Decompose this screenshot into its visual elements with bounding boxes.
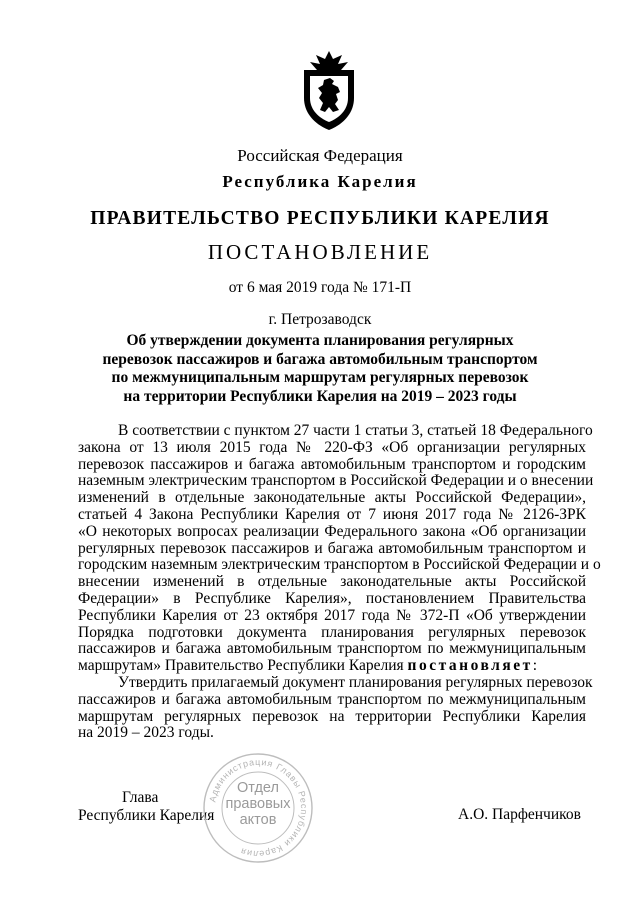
body-line: внесении изменений в отдельные законодательные акты Российской (78, 573, 586, 591)
body-line: Утвердить прилагаемый документ планирования регулярных перевозок (118, 673, 593, 691)
stamp-line: актов (239, 812, 277, 828)
body-line: Республики Карелия от 23 октября 2017 года № 372-П «Об утверждении (78, 606, 586, 624)
document-body (78, 422, 601, 742)
stamp-ring-text: Администрация Главы Республики Карелия (207, 756, 310, 860)
country-name: Российская Федерация (237, 146, 403, 165)
body-line: пассажиров и багажа автомобильным транспортом по межмуниципальным (78, 690, 586, 708)
body-line: Федерации» в Республике Карелия», постановлением Правительства (78, 589, 586, 607)
body-line: на 2019 – 2023 годы. (78, 724, 214, 742)
body-line: статьей 4 Закона Республики Карелия от 7 июня 2017 года № 2126-ЗРК (78, 505, 586, 523)
body-line-decision (78, 658, 586, 675)
signatory-position-line: Республики Карелия (78, 807, 215, 824)
body-line: закона от 13 июля 2015 года № 220-ФЗ «Об организации регулярных (78, 438, 586, 456)
body-line: изменений в отдельные законодательные акты Российской Федерации», (78, 489, 586, 507)
republic-name: Республика Карелия (222, 172, 418, 191)
document-title (0, 332, 640, 406)
body-line: регулярных перевозок пассажиров и багажа автомобильным транспортом и (78, 539, 586, 557)
decision-colon: : (532, 657, 538, 675)
stamp-line: Отдел (237, 780, 279, 796)
government-name: ПРАВИТЕЛЬСТВО РЕСПУБЛИКИ КАРЕЛИЯ (90, 208, 550, 229)
body-line: городским наземным электрическим транспортом в Российской Федерации и о (78, 556, 601, 574)
karelia-coat-of-arms-emblem (298, 50, 360, 132)
body-line: Порядка подготовки документа планирования регулярных перевозок (78, 623, 586, 641)
body-line: «О некоторых вопросах реализации Федерального закона «Об организации (78, 522, 586, 540)
decision-word: постановляет (407, 657, 533, 675)
title-line: перевозок пассажиров и багажа автомобильным транспортом (102, 350, 538, 368)
city: г. Петрозаводск (268, 311, 372, 328)
signatory-position-line: Глава (122, 789, 159, 806)
body-line: перевозок пассажиров и багажа автомобильным транспортом и городским (78, 455, 586, 473)
signatory-position (78, 789, 214, 825)
title-line: на территории Республики Карелия на 2019 – 2023 годы (123, 387, 517, 405)
document-type: ПОСТАНОВЛЕНИЕ (207, 240, 433, 264)
body-line: В соответствии с пунктом 27 части 1 статьи 3, статьей 18 Федерального (118, 422, 593, 439)
decision-lead: маршрутам» Правительство Республики Карелия (78, 657, 404, 675)
title-line: Об утверждении документа планирования регулярных (126, 332, 514, 349)
body-line: маршрутам регулярных перевозок на территории Республики Карелия (78, 707, 586, 725)
stamp-line: правовых (225, 796, 291, 812)
body-line: наземным электрическим транспортом в Российской Федерации и о внесении (78, 472, 594, 490)
date-number: от 6 мая 2019 года № 171-П (228, 279, 412, 296)
signatory-name: А.О. Парфенчиков (458, 806, 581, 823)
body-line: пассажиров и багажа автомобильным транспортом по межмуниципальным (78, 640, 586, 658)
title-line: по межмуниципальным маршрутам регулярных перевозок (111, 369, 529, 386)
